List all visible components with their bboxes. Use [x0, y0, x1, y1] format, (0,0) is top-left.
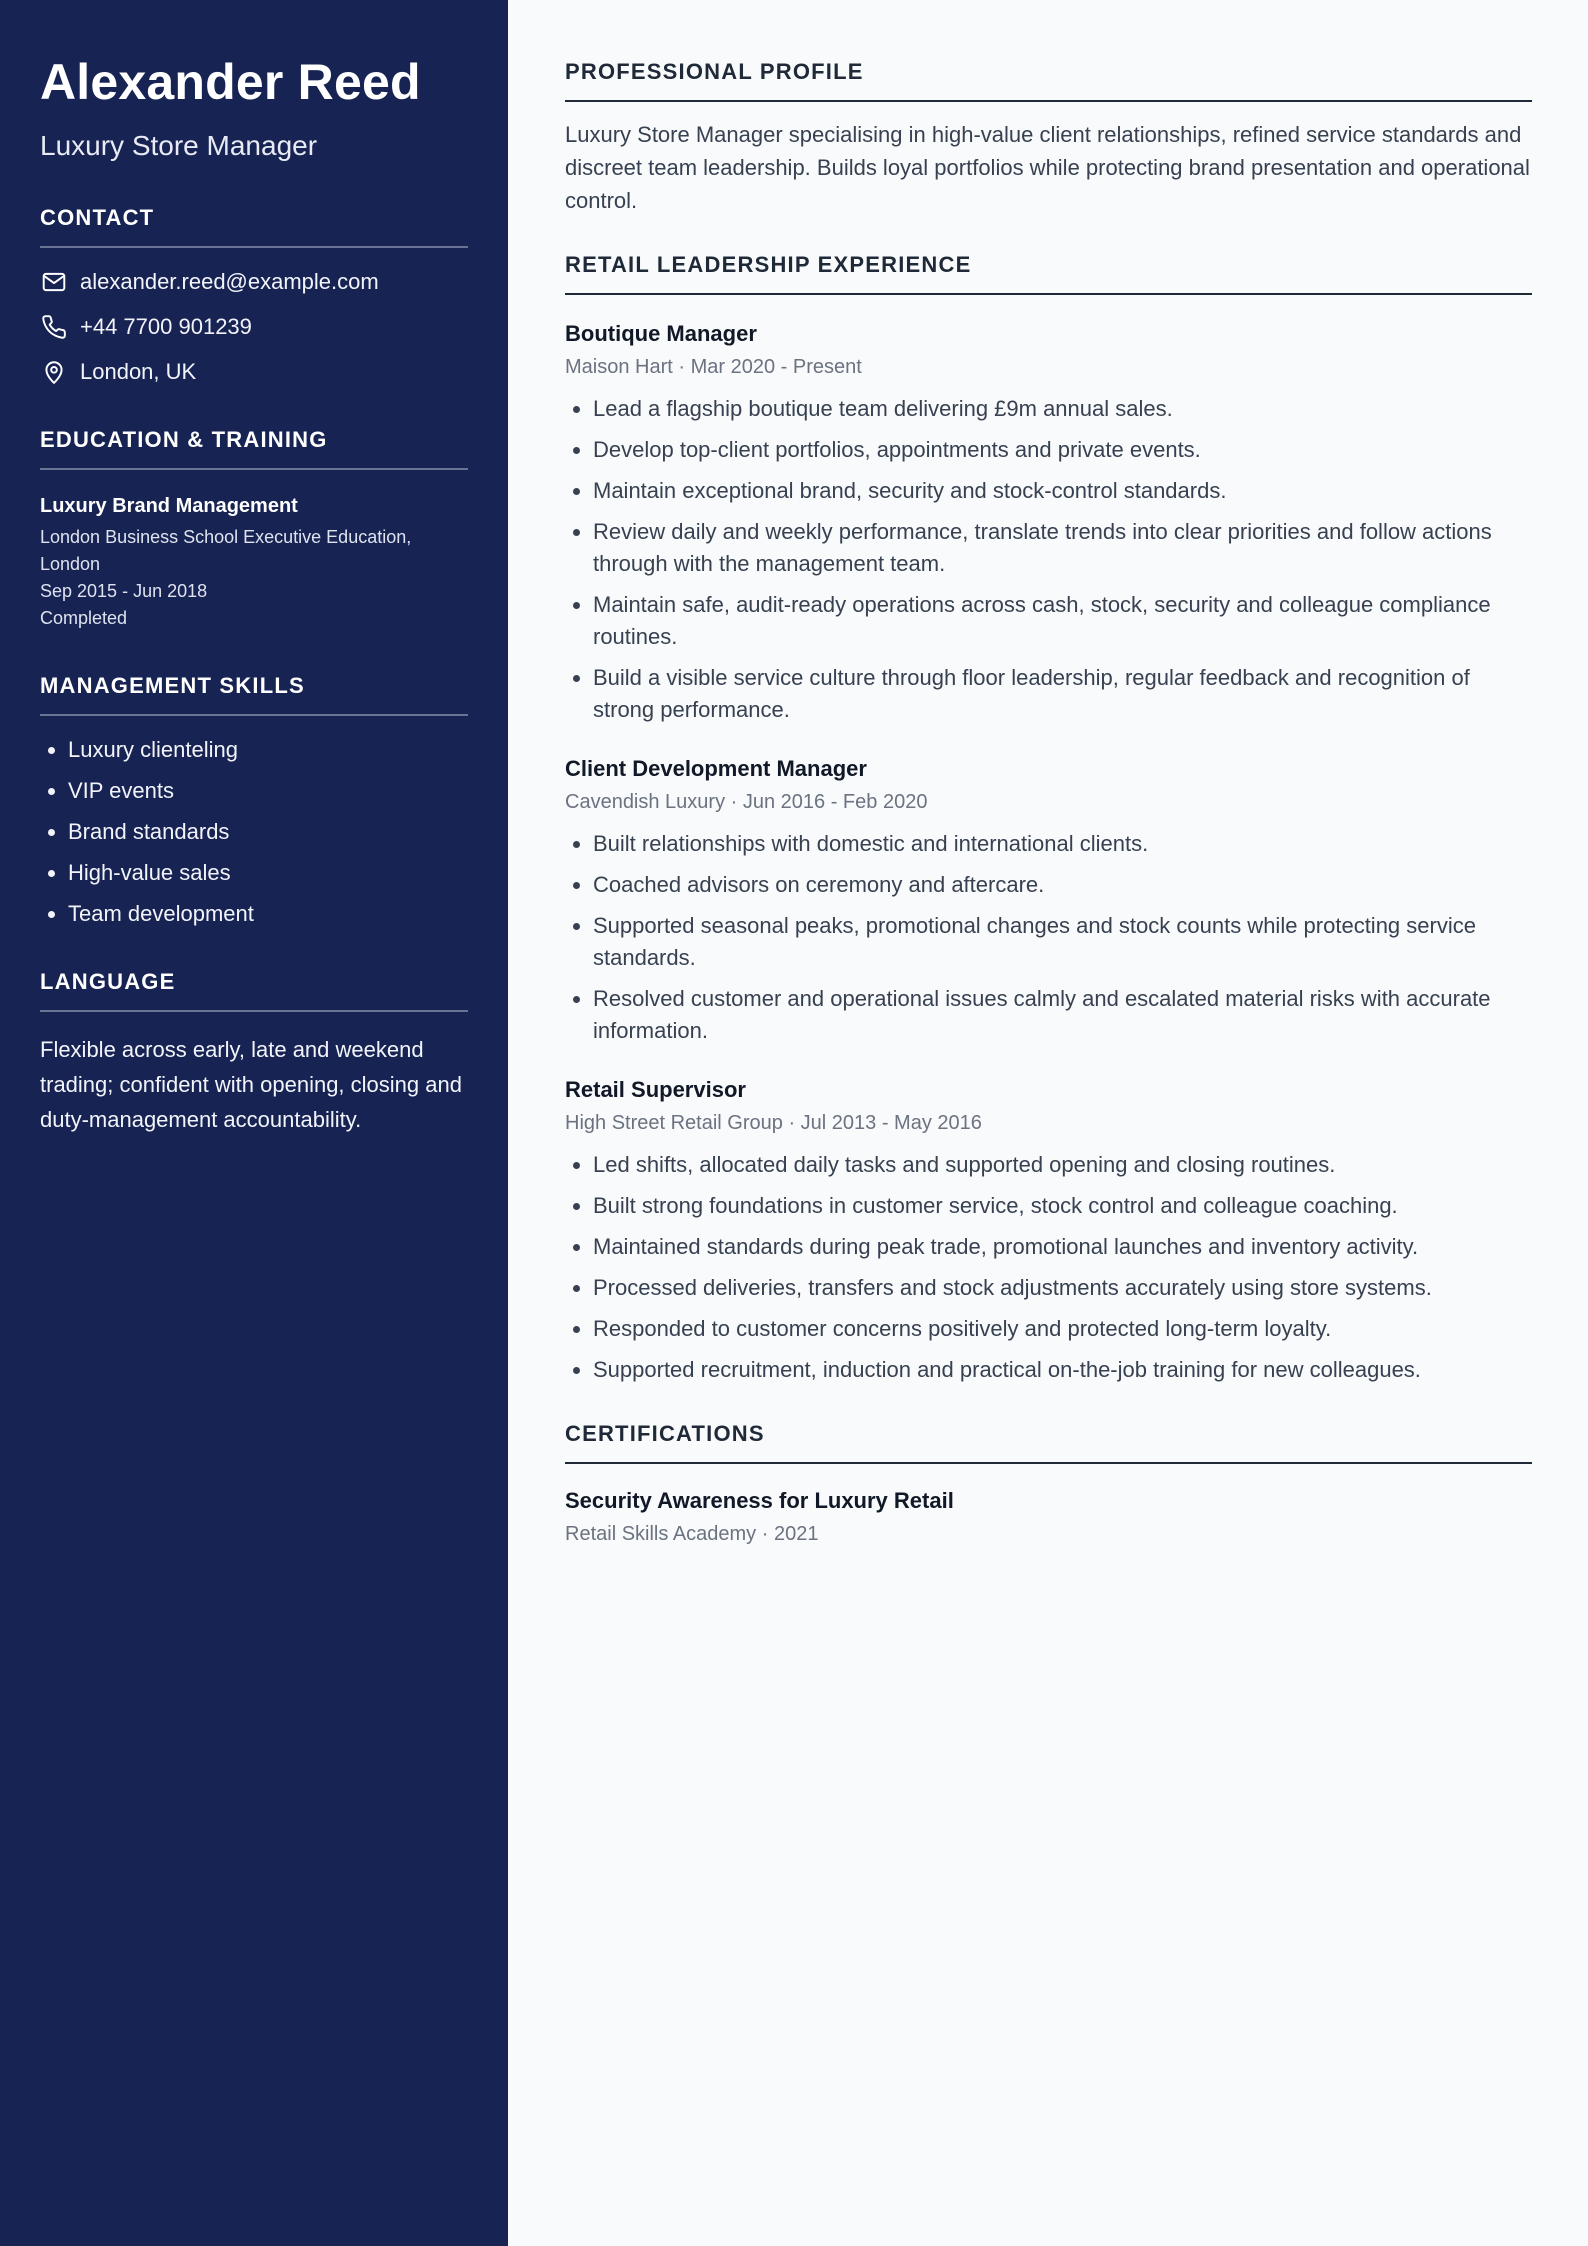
skill-item: • Luxury clienteling — [68, 736, 468, 764]
job-bullet: • Built strong foundations in customer service, stock control and colleague coaching. — [593, 1190, 1532, 1222]
skill-item: • Brand standards — [68, 818, 468, 846]
job-bullet: • Maintain exceptional brand, security and stock-control standards. — [593, 475, 1532, 507]
sidebar — [0, 0, 508, 2246]
job-bullet: • Develop top-client portfolios, appointments and private events. — [593, 434, 1532, 466]
job-title: Client Development Manager — [565, 756, 867, 781]
experience-heading: RETAIL LEADERSHIP EXPERIENCE — [565, 251, 1532, 295]
job-bullets — [565, 1149, 1532, 1386]
education-title: Luxury Brand Management — [40, 495, 298, 517]
education-section — [40, 426, 468, 632]
job-bullet: • Lead a flagship boutique team delivering £9m annual sales. — [593, 393, 1532, 425]
job-bullet: • Coached advisors on ceremony and aftercare. — [593, 869, 1532, 901]
job-bullet: • Resolved customer and operational issues calmly and escalated material risks with accurate information. — [593, 983, 1532, 1047]
contact-phone-text: +44 7700 901239 — [80, 314, 252, 339]
job-bullet: • Review daily and weekly performance, translate trends into clear priorities and follow actions through with the management team. — [593, 516, 1532, 580]
skill-item: • VIP events — [68, 777, 468, 805]
certifications-heading: CERTIFICATIONS — [565, 1420, 1532, 1464]
job-meta: Cavendish Luxury · Jun 2016 - Feb 2020 — [565, 791, 928, 813]
profile-section — [565, 58, 1532, 217]
job-bullet: • Led shifts, allocated daily tasks and supported opening and closing routines. — [593, 1149, 1532, 1181]
mail-icon — [40, 268, 68, 296]
job-bullet: • Built relationships with domestic and international clients. — [593, 828, 1532, 860]
certification-title: Security Awareness for Luxury Retail — [565, 1488, 954, 1513]
skills-list — [40, 736, 468, 928]
contact-section — [40, 204, 468, 386]
job-bullets — [565, 393, 1532, 726]
job-title: Boutique Manager — [565, 321, 757, 346]
job-title: Retail Supervisor — [565, 1077, 746, 1102]
contact-list — [40, 268, 468, 386]
contact-location-text: London, UK — [80, 359, 197, 384]
language-section — [40, 968, 468, 1137]
candidate-name: Alexander Reed — [40, 54, 421, 110]
main-content — [508, 0, 1588, 2246]
location-pin-icon — [40, 358, 68, 386]
contact-phone[interactable] — [40, 313, 468, 341]
skills-section — [40, 672, 468, 928]
job-meta: Maison Hart · Mar 2020 - Present — [565, 356, 862, 378]
certification-meta: Retail Skills Academy · 2021 — [565, 1523, 819, 1545]
contact-email-text: alexander.reed@example.com — [80, 269, 379, 294]
job-bullet: • Responded to customer concerns positively and protected long-term loyalty. — [593, 1313, 1532, 1345]
job-bullet: • Maintained standards during peak trade, promotional launches and inventory activity. — [593, 1231, 1532, 1263]
language-text: Flexible across early, late and weekend trading; confident with opening, closing and duty-management accountability. — [40, 1037, 462, 1132]
job-bullet: • Processed deliveries, transfers and stock adjustments accurately using store systems. — [593, 1272, 1532, 1304]
job-bullet: • Supported recruitment, induction and practical on-the-job training for new colleagues. — [593, 1354, 1532, 1386]
skills-heading: MANAGEMENT SKILLS — [40, 672, 468, 716]
education-entry — [40, 492, 468, 632]
contact-email[interactable] — [40, 268, 468, 296]
education-status: Completed — [40, 608, 128, 628]
education-dates: Sep 2015 - Jun 2018 — [40, 581, 208, 601]
job-bullet: • Maintain safe, audit-ready operations across cash, stock, security and colleague compliance routines. — [593, 589, 1532, 653]
phone-icon — [40, 313, 68, 341]
candidate-role: Luxury Store Manager — [40, 130, 318, 161]
job-meta: High Street Retail Group · Jul 2013 - May 2016 — [565, 1112, 982, 1134]
experience-section — [565, 251, 1532, 1386]
job-bullet: • Supported seasonal peaks, promotional changes and stock counts while protecting service standards. — [593, 910, 1532, 974]
certifications-section — [565, 1420, 1532, 1548]
skill-item: • Team development — [68, 900, 468, 928]
language-heading: LANGUAGE — [40, 968, 468, 1012]
contact-location — [40, 358, 468, 386]
profile-heading: PROFESSIONAL PROFILE — [565, 58, 1532, 102]
job-bullet: • Build a visible service culture through floor leadership, regular feedback and recognition of strong performance. — [593, 662, 1532, 726]
skill-item: • High-value sales — [68, 859, 468, 887]
profile-text: Luxury Store Manager specialising in high-value client relationships, refined service standards and discreet team leadership. Builds loyal portfolios while protecting brand presentation and operational control. — [565, 122, 1530, 213]
job-entry — [565, 754, 1532, 1047]
job-bullets — [565, 828, 1532, 1047]
education-heading: EDUCATION & TRAINING — [40, 426, 468, 470]
job-entry — [565, 1075, 1532, 1386]
education-school: London Business School Executive Education, London — [40, 527, 412, 574]
job-entry — [565, 319, 1532, 726]
contact-heading: CONTACT — [40, 204, 468, 248]
certification-entry — [565, 1486, 1532, 1548]
